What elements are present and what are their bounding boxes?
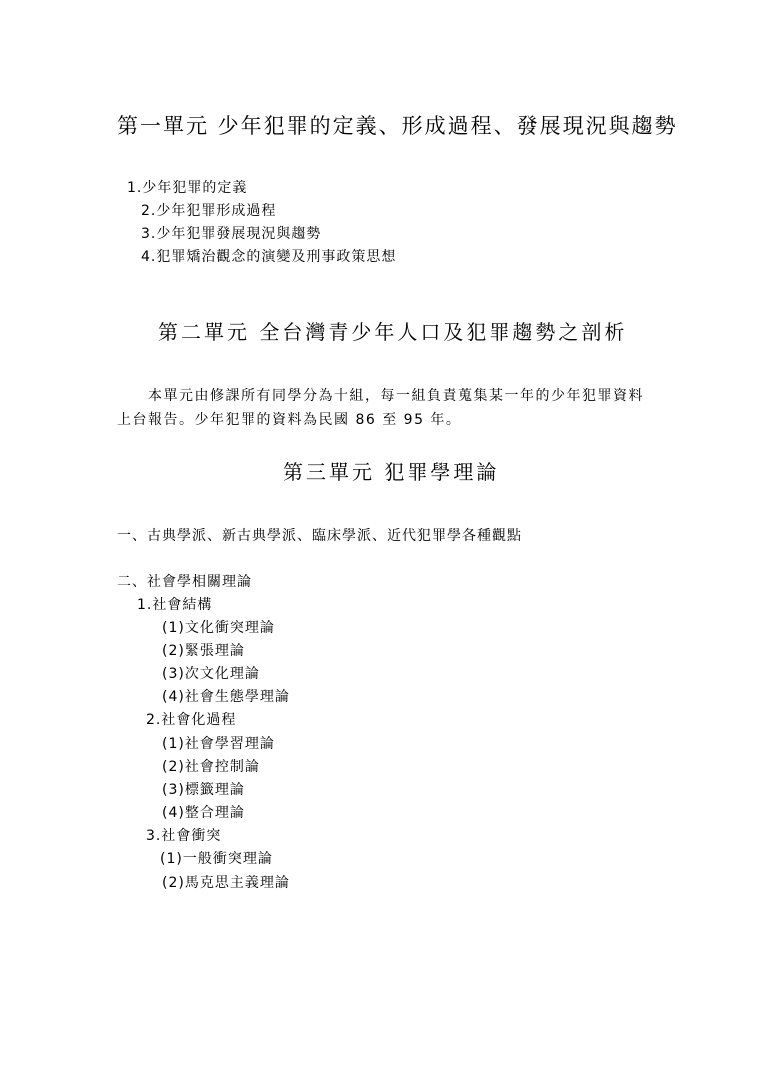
- unit2-paragraph-line: 上台報告。少年犯罪的資料為民國 86 至 95 年。: [117, 412, 462, 428]
- unit3-section-heading: 一、古典學派、新古典學派、臨床學派、近代犯罪學各種觀點: [117, 528, 522, 544]
- theory-item: (2)社會控制論: [162, 759, 260, 775]
- theory-item: (2)馬克思主義理論: [162, 875, 290, 891]
- unit1-title: 第一單元 少年犯罪的定義、形成過程、發展現況與趨勢: [117, 114, 678, 138]
- subsection-title: 2.社會化過程: [146, 712, 237, 728]
- theory-item: (4)整合理論: [162, 805, 245, 821]
- theory-item: (4)社會生態學理論: [162, 689, 290, 705]
- unit3-section-heading: 二、社會學相關理論: [117, 574, 252, 590]
- subsection-title: 1.社會結構: [137, 597, 213, 613]
- unit2-paragraph-line: 本單元由修課所有同學分為十組，每一組負責蒐集某一年的少年犯罪資料: [148, 388, 644, 404]
- unit1-item: 4.犯罪矯治觀念的演變及刑事政策思想: [141, 249, 397, 265]
- theory-item: (1)社會學習理論: [162, 736, 275, 752]
- theory-item: (3)標籤理論: [162, 782, 245, 798]
- unit1-item: 2.少年犯罪形成過程: [141, 203, 277, 219]
- unit3-title: 第三單元 犯罪學理論: [283, 460, 500, 484]
- subsection-title: 3.社會衝突: [146, 828, 222, 844]
- unit2-title: 第二單元 全台灣青少年人口及犯罪趨勢之剖析: [158, 320, 628, 344]
- theory-item: (2)緊張理論: [162, 643, 245, 659]
- unit1-item: 3.少年犯罪發展現況與趨勢: [141, 226, 322, 242]
- unit1-item: 1.少年犯罪的定義: [127, 180, 248, 196]
- theory-item: (3)次文化理論: [162, 666, 260, 682]
- theory-item: (1)一般衝突理論: [160, 851, 273, 867]
- theory-item: (1)文化衝突理論: [162, 620, 275, 636]
